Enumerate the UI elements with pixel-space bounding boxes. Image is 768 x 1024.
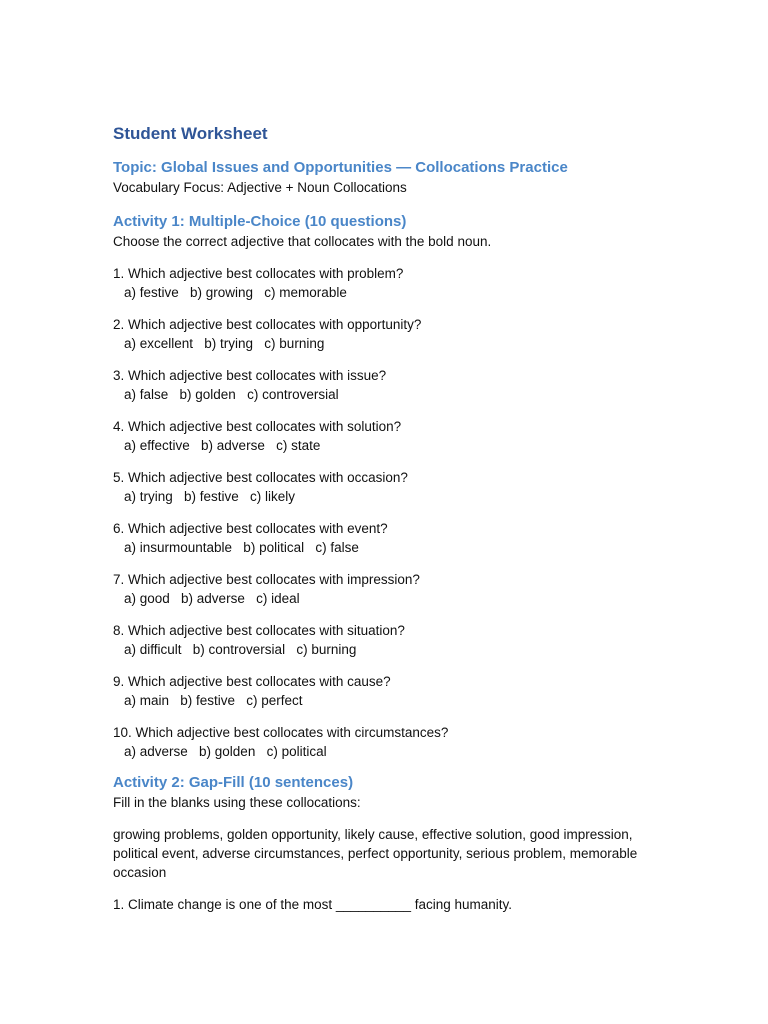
question-text: 8. Which adjective best collocates with situation? xyxy=(113,623,405,638)
question-options: a) insurmountable b) political c) false xyxy=(124,540,359,555)
question-item xyxy=(113,519,668,557)
question-options: a) main b) festive c) perfect xyxy=(124,693,303,708)
question-list xyxy=(113,264,668,761)
question-item xyxy=(113,570,668,608)
activity-1-section xyxy=(113,213,668,761)
question-item xyxy=(113,417,668,455)
question-text: 2. Which adjective best collocates with opportunity? xyxy=(113,317,422,332)
question-options: a) effective b) adverse c) state xyxy=(124,438,321,453)
question-text: 7. Which adjective best collocates with impression? xyxy=(113,572,420,587)
word-bank: growing problems, golden opportunity, likely cause, effective solution, good impression, political event, adverse circumstances, perfect opportunity, serious problem, memorable occasion xyxy=(113,827,638,880)
activity-2-section xyxy=(113,774,668,914)
activity-1-instructions: Choose the correct adjective that collocates with the bold noun. xyxy=(113,234,492,249)
vocabulary-focus: Vocabulary Focus: Adjective + Noun Collocations xyxy=(113,180,407,195)
question-options: a) adverse b) golden c) political xyxy=(124,744,327,759)
topic-heading: Topic: Global Issues and Opportunities — Collocations Practice xyxy=(113,159,568,176)
question-text: 4. Which adjective best collocates with solution? xyxy=(113,419,402,434)
page-title: Student Worksheet xyxy=(113,124,268,143)
question-item xyxy=(113,315,668,353)
question-options: a) trying b) festive c) likely xyxy=(124,489,296,504)
question-options: a) excellent b) trying c) burning xyxy=(124,336,325,351)
question-options: a) festive b) growing c) memorable xyxy=(124,285,347,300)
question-text: 3. Which adjective best collocates with issue? xyxy=(113,368,387,383)
question-text: 5. Which adjective best collocates with occasion? xyxy=(113,470,408,485)
question-item xyxy=(113,468,668,506)
activity-2-instructions: Fill in the blanks using these collocations: xyxy=(113,795,361,810)
question-options: a) false b) golden c) controversial xyxy=(124,387,339,402)
activity-1-heading: Activity 1: Multiple-Choice (10 questions) xyxy=(113,213,407,230)
question-text: 6. Which adjective best collocates with event? xyxy=(113,521,388,536)
question-item xyxy=(113,366,668,404)
question-options: a) good b) adverse c) ideal xyxy=(124,591,300,606)
question-text: 10. Which adjective best collocates with circumstances? xyxy=(113,725,449,740)
activity-2-heading: Activity 2: Gap-Fill (10 sentences) xyxy=(113,774,354,791)
question-item xyxy=(113,264,668,302)
question-text: 1. Which adjective best collocates with problem? xyxy=(113,266,404,281)
question-item xyxy=(113,621,668,659)
question-text: 9. Which adjective best collocates with cause? xyxy=(113,674,391,689)
question-item xyxy=(113,672,668,710)
question-options: a) difficult b) controversial c) burning xyxy=(124,642,357,657)
gap-fill-sentence: 1. Climate change is one of the most __________ facing humanity. xyxy=(113,897,513,912)
question-item xyxy=(113,723,668,761)
